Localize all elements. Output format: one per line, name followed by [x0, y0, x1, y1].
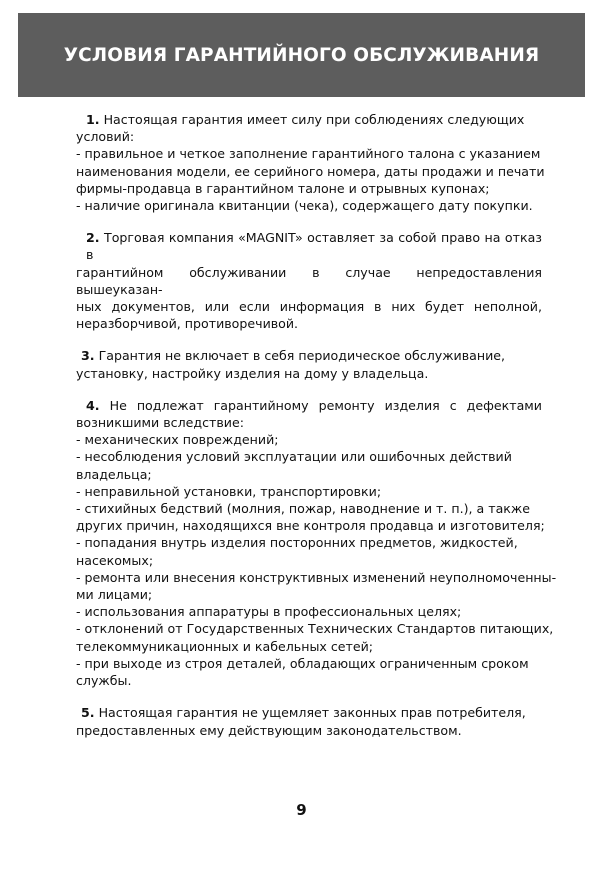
- paragraph-line: - наличие оригинала квитанции (чека), содержащего дату покупки.: [76, 198, 533, 214]
- paragraph-1: [76, 111, 545, 214]
- paragraph-number: 3.: [81, 348, 95, 364]
- paragraph-line: гарантийном обслуживании в случае непредоставления вышеуказан-: [76, 264, 542, 297]
- page-title: УСЛОВИЯ ГАРАНТИЙНОГО ОБСЛУЖИВАНИЯ: [63, 44, 540, 66]
- paragraph-line: - правильное и четкое заполнение гарантийного талона с указанием: [76, 146, 541, 162]
- paragraph-line: ми лицами;: [76, 587, 153, 603]
- paragraph-3: [76, 347, 542, 381]
- paragraph-line: предоставленных ему действующим законодательством.: [76, 722, 462, 738]
- page-header: [18, 13, 585, 97]
- paragraph-line: Торговая компания «MAGNIT» оставляет за собой право на отказ в: [86, 230, 542, 263]
- paragraph-line: - ремонта или внесения конструктивных изменений неуполномоченны-: [76, 569, 557, 585]
- paragraph-line: - несоблюдения условий эксплуатации или ошибочных действий: [76, 449, 512, 465]
- warranty-terms: [76, 111, 557, 739]
- paragraph-line: - попадания внутрь изделия посторонних предметов, жидкостей,: [76, 535, 518, 551]
- paragraph-line: телекоммуникационных и кабельных сетей;: [76, 638, 374, 654]
- paragraph-number: 5.: [81, 705, 95, 721]
- paragraph-line: Настоящая гарантия имеет силу при соблюдениях следующих: [103, 112, 525, 127]
- paragraph-number: 2.: [86, 230, 100, 246]
- paragraph-line: установку, настройку изделия на дому у владельца.: [76, 365, 429, 381]
- paragraph-line: Гарантия не включает в себя периодическое обслуживание,: [98, 348, 506, 364]
- paragraph-line: возникшими вследствие:: [76, 415, 244, 431]
- paragraph-line: Не подлежат гарантийному ремонту изделия с дефектами: [109, 397, 542, 413]
- page-number: 9: [296, 801, 307, 819]
- paragraph-line: неразборчивой, противоречивой.: [76, 316, 299, 332]
- paragraph-line: - механических повреждений;: [76, 432, 279, 448]
- paragraph-line: наименования модели, ее серийного номера, даты продажи и печати: [76, 163, 545, 179]
- paragraph-line: - использования аппаратуры в профессиональных целях;: [76, 604, 462, 620]
- paragraph-number: 1.: [86, 112, 100, 127]
- paragraph-line: владельца;: [76, 466, 152, 482]
- paragraph-5: [76, 704, 542, 738]
- paragraph-2: [76, 229, 542, 332]
- paragraph-line: Настоящая гарантия не ущемляет законных прав потребителя,: [98, 705, 526, 721]
- paragraph-line: ных документов, или если информация в них будет неполной,: [76, 299, 542, 315]
- paragraph-line: - отклонений от Государственных Технических Стандартов питающих,: [76, 621, 554, 637]
- paragraph-number: 4.: [86, 397, 100, 413]
- paragraph-line: условий:: [76, 129, 135, 145]
- paragraph-line: службы.: [76, 673, 132, 689]
- paragraph-line: - стихийных бедствий (молния, пожар, наводнение и т. п.), а также: [76, 501, 530, 517]
- paragraph-line: фирмы-продавца в гарантийном талоне и отрывных купонах;: [76, 180, 490, 196]
- paragraph-4: [76, 397, 557, 689]
- paragraph-line: - при выходе из строя деталей, обладающих ограниченным сроком: [76, 655, 529, 671]
- paragraph-line: - неправильной установки, транспортировки;: [76, 483, 382, 499]
- paragraph-line: насекомых;: [76, 552, 154, 568]
- paragraph-line: других причин, находящихся вне контроля продавца и изготовителя;: [76, 518, 545, 534]
